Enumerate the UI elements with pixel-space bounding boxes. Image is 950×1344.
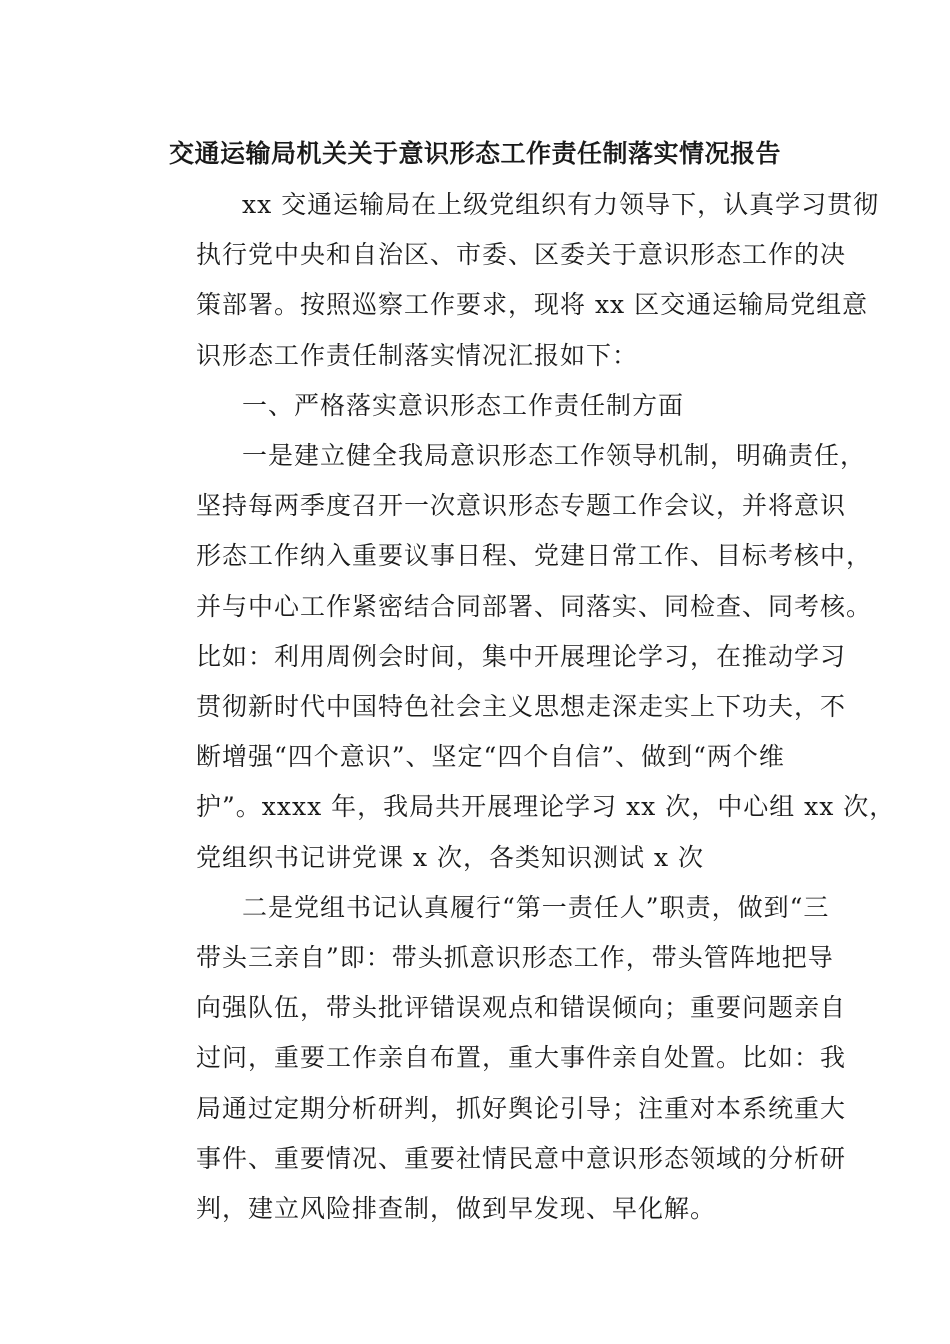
text-line: 并与中心工作紧密结合同部署、同落实、同检查、同考核。 [196,591,873,621]
text-line: xx 交通运输局在上级党组织有力领导下，认真学习贯彻 [242,190,880,219]
text-line: 过问，重要工作亲自布置，重大事件亲自处置。比如：我 [196,1043,847,1073]
text-line: 护”。xxxx 年，我局共开展理论学习 xx 次，中心组 xx 次， [196,792,896,822]
text-line: 执行党中央和自治区、市委、区委关于意识形态工作的决 [196,240,847,270]
text-line: 带头三亲自”即：带头抓意识形态工作，带头管阵地把导 [196,943,834,973]
text-line: 向强队伍，带头批评错误观点和错误倾向；重要问题亲自 [196,993,847,1023]
document-body [146,180,896,1234]
paragraph-point-1 [146,431,896,883]
text-line: 党组织书记讲党课 x 次，各类知识测试 x 次 [196,842,704,872]
section-heading-1 [146,381,806,431]
text-line: 比如：利用周例会时间，集中开展理论学习，在推动学习 [196,641,847,671]
text-line: 坚持每两季度召开一次意识形态专题工作会议，并将意识 [196,491,847,521]
text-line: 局通过定期分析研判，抓好舆论引导；注重对本系统重大 [196,1093,847,1123]
text-line: 识形态工作责任制落实情况汇报如下： [196,340,639,370]
paragraph-intro [146,180,880,381]
text-line: 策部署。按照巡察工作要求，现将 xx 区交通运输局党组意 [196,290,869,320]
paragraph-point-2 [146,883,847,1234]
section-heading-text: 一、严格落实意识形态工作责任制方面 [242,390,685,420]
text-line: 断增强“四个意识”、坚定“四个自信”、做到“两个维 [196,742,785,772]
text-line: 事件、重要情况、重要社情民意中意识形态领域的分析研 [196,1143,847,1173]
text-line: 一是建立健全我局意识形态工作领导机制，明确责任， [242,441,867,471]
text-line: 贯彻新时代中国特色社会主义思想走深走实上下功夫，不 [196,692,847,722]
text-line: 形态工作纳入重要议事日程、党建日常工作、目标考核中， [196,541,873,571]
text-line: 判，建立风险排查制，做到早发现、早化解。 [196,1194,717,1224]
text-line: 二是党组书记认真履行“第一责任人”职责，做到“三 [242,892,830,922]
document-title: 交通运输局机关关于意识形态工作责任制落实情况报告 [168,139,781,168]
